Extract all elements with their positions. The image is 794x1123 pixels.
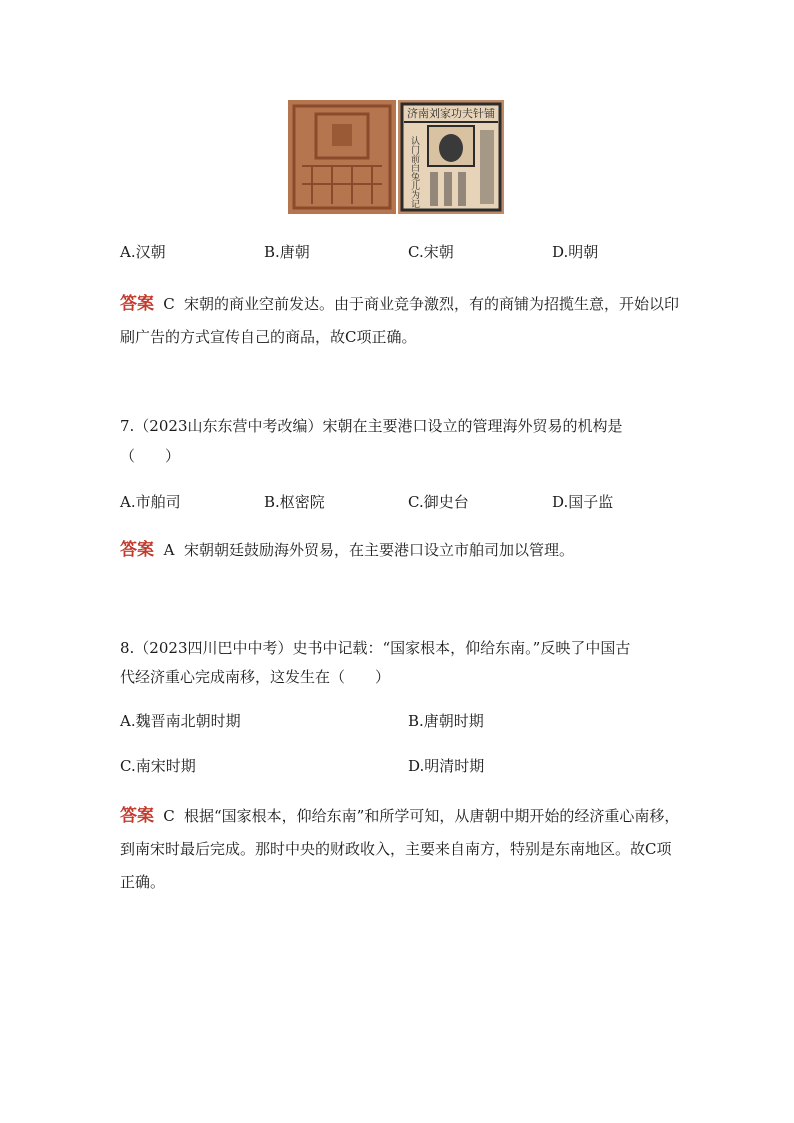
q6-option-a: A.汉朝 (120, 243, 166, 261)
q7-option-a: A.市舶司 (120, 493, 181, 511)
plate-side-text: 认门前白兔儿为记 (409, 136, 419, 208)
answer-letter: C (163, 295, 175, 313)
q6-option-b: B.唐朝 (264, 243, 310, 261)
q6-explanation: 宋朝的商业空前发达。由于商业竞争激烈，有的商铺为招揽生意，开始以印刷广告的方式宣传自己的商品，故C项正确。 (120, 295, 680, 346)
q6-answer (120, 288, 680, 354)
q8-explanation: 根据“国家根本，仰给东南”和所学可知，从唐朝中期开始的经济重心南移，到南宋时最后完成。那时中央的财政收入，主要来自南方，特别是东南地区。故C项正确。 (120, 807, 680, 891)
q8-stem-line2: 代经济重心完成南移，这发生在（ ） (120, 668, 391, 686)
answer-letter: C (163, 807, 175, 825)
q7-option-d: D.国子监 (552, 493, 614, 511)
q7-option-b: B.枢密院 (264, 493, 325, 511)
plate-illustration (288, 100, 504, 214)
answer-label: 答案 (120, 294, 154, 314)
q8-stem-line1: 8.（2023四川巴中中考）史书中记载：“国家根本，仰给东南。”反映了中国古 (120, 639, 631, 657)
answer-label: 答案 (120, 806, 154, 826)
q7-stem-line1: 7.（2023山东东营中考改编）宋朝在主要港口设立的管理海外贸易的机构是 (120, 417, 623, 435)
answer-label: 答案 (120, 540, 154, 560)
q7-option-c: C.御史台 (408, 493, 469, 511)
q8-answer (120, 800, 680, 899)
q8-option-b: B.唐朝时期 (408, 712, 484, 730)
q6-option-d: D.明朝 (552, 243, 599, 261)
q7-answer (120, 534, 680, 567)
q7-stem-line2: （ ） (120, 447, 181, 465)
answer-letter: A (163, 541, 175, 559)
q8-option-a: A.魏晋南北朝时期 (120, 712, 241, 730)
advertisement-plate-image (288, 100, 504, 214)
q8-option-d: D.明清时期 (408, 757, 485, 775)
q8-option-c: C.南宋时期 (120, 757, 196, 775)
q7-explanation: 宋朝朝廷鼓励海外贸易，在主要港口设立市舶司加以管理。 (184, 541, 575, 559)
q6-option-c: C.宋朝 (408, 243, 454, 261)
plate-title: 济南刘家功夫针铺 (407, 107, 495, 120)
rabbit-icon (439, 134, 463, 162)
